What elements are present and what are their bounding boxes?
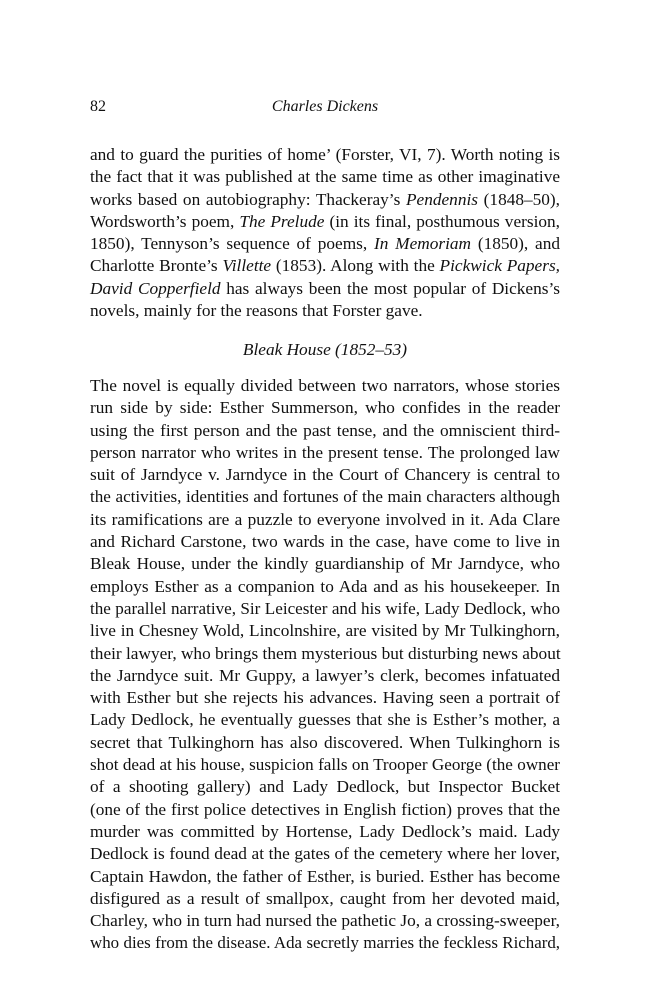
text-line: the fact that it was published at the same time as other imaginative (90, 167, 560, 187)
text-line: Lady Dedlock, he eventually guesses that she is Esther’s mother, a (90, 710, 560, 730)
text-line: and Richard Carstone, two wards in the case, have come to live in (90, 532, 560, 552)
paragraph-2 (90, 375, 560, 955)
page-header (90, 98, 560, 120)
book-title: David Copperfield (90, 278, 221, 298)
text-line: murder was committed by Hortense, Lady Dedlock’s maid. Lady (90, 821, 560, 841)
text-line: Captain Hawdon, the father of Esther, is buried. Esther has become (90, 866, 560, 886)
text-line: their lawyer, who brings them mysterious but disturbing news about (90, 643, 561, 663)
text-line: (one of the first police detectives in English fiction) proves that the (90, 799, 560, 819)
text-line: David Copperfield has always been the most popular of Dickens’s (90, 278, 560, 298)
text-line: run side by side: Esther Summerson, who confides in the reader (90, 398, 560, 418)
text-line: Wordsworth’s poem, The Prelude (in its final, posthumous version, (90, 211, 560, 231)
section-heading: Bleak House (1852–53) (242, 340, 408, 359)
text-line: The novel is equally divided between two narrators, whose stories (90, 376, 560, 395)
text-line: the Jarndyce suit. Mr Guppy, a lawyer’s clerk, becomes infatuated (90, 665, 560, 685)
paragraph-1 (90, 144, 560, 322)
text-line: live in Chesney Wold, Lincolnshire, are visited by Mr Tulkinghorn, (90, 621, 560, 641)
text-line: 1850), Tennyson’s sequence of poems, In Memoriam (1850), and (90, 234, 560, 254)
text-line: works based on autobiography: Thackeray’s Pendennis (1848–50), (90, 189, 560, 209)
text-line: disfigured as a result of smallpox, caught from her devoted maid, (90, 888, 560, 908)
text-line: Dedlock is found dead at the gates of the cemetery where her lover, (90, 844, 560, 864)
text-line: Charlotte Bronte’s Villette (1853). Along with the Pickwick Papers, (90, 256, 560, 276)
text-line: Charley, who in turn had nursed the pathetic Jo, a crossing-sweeper, (90, 911, 560, 931)
text-line: novels, mainly for the reasons that Forster gave. (90, 301, 423, 321)
text-line: suit of Jarndyce v. Jarndyce in the Court of Chancery is central to (90, 465, 560, 485)
text-line: using the first person and the past tense, and the omniscient third- (90, 420, 560, 440)
book-title: In Memoriam (373, 234, 472, 254)
text-line: of a shooting gallery) and Lady Dedlock, but Inspector Bucket (90, 777, 560, 797)
text-line: the parallel narrative, Sir Leicester and his wife, Lady Dedlock, who (90, 598, 560, 618)
text-line: Bleak House, under the kindly guardianship of Mr Jarndyce, who (90, 554, 560, 574)
text-line: secret that Tulkinghorn has also discovered. When Tulkinghorn is (90, 732, 560, 752)
book-title: The Prelude (239, 211, 325, 231)
text-line: and to guard the purities of home’ (Forster, VI, 7). Worth noting is (90, 145, 560, 164)
text-line: with Esther but she rejects his advances. Having seen a portrait of (90, 688, 560, 708)
book-title: Pickwick Papers, (439, 256, 560, 276)
text-line: shot dead at his house, suspicion falls on Trooper George (the owner (90, 755, 560, 775)
book-title: Villette (222, 256, 272, 276)
page-number: 82 (90, 98, 106, 115)
book-title: Pendennis (406, 189, 478, 209)
text-line: employs Esther as a companion to Ada and as his housekeeper. In (90, 576, 560, 596)
text-line: who dies from the disease. Ada secretly marries the feckless Richard, (90, 933, 560, 953)
text-line: person narrator who writes in the present tense. The prolonged law (90, 442, 560, 462)
text-line: its ramifications are a puzzle to everyone involved in it. Ada Clare (90, 509, 560, 529)
text-line: the activities, identities and fortunes of the main characters although (90, 487, 560, 507)
running-head: Charles Dickens (271, 98, 379, 115)
